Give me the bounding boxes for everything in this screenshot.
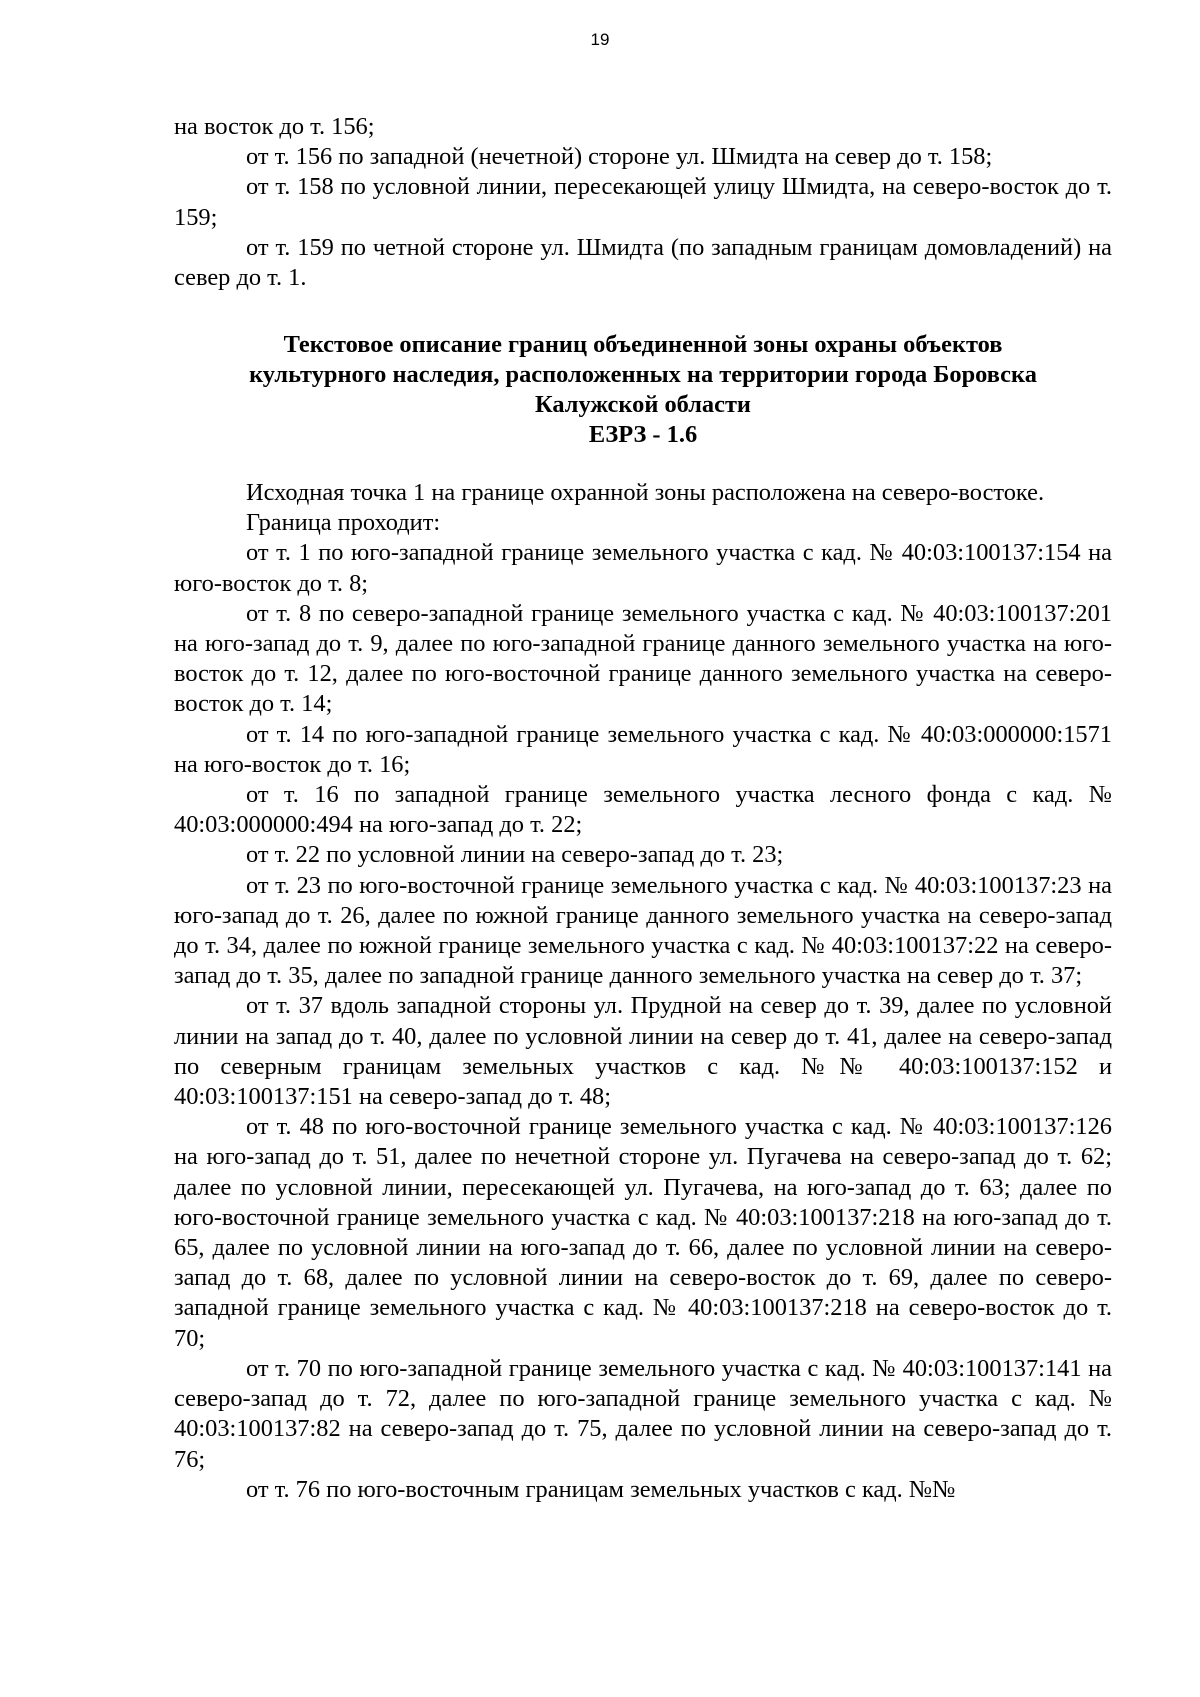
page-number: 19 bbox=[590, 30, 610, 49]
paragraph: от т. 14 по юго-западной границе земельного участка с кад. № 40:03:000000:1571 на юго-восток до т. 16; bbox=[174, 720, 1112, 778]
heading-line: Текстовое описание границ объединенной зоны охраны объектов bbox=[283, 331, 1003, 358]
zone-code: ЕЗРЗ - 1.6 bbox=[588, 421, 698, 448]
paragraph: Исходная точка 1 на границе охранной зоны расположена на северо-востоке. bbox=[246, 479, 1045, 506]
continued-boundary-description bbox=[174, 112, 1112, 293]
paragraph: от т. 16 по западной границе земельного участка лесного фонда с кад. № 40:03:000000:494 на юго-запад до т. 22; bbox=[174, 781, 1112, 839]
paragraph: от т. 76 по юго-восточным границам земельных участков с кад. №№ bbox=[246, 1475, 956, 1503]
paragraph: от т. 1 по юго-западной границе земельного участка с кад. № 40:03:100137:154 на юго-восток до т. 8; bbox=[174, 539, 1112, 597]
section-heading bbox=[174, 330, 1112, 450]
paragraph: от т. 159 по четной стороне ул. Шмидта (по западным границам домовладений) на север до т. 1. bbox=[174, 233, 1112, 292]
paragraph: на восток до т. 156; bbox=[174, 113, 375, 140]
paragraph: от т. 48 по юго-восточной границе земельного участка с кад. № 40:03:100137:126 на юго-запад до т. 51, далее по нечетной стороне ул. Пугачева на северо-запад до т. 62; далее по условной линии, пересекающей ул. Пугачева, на юго-запад до т. 63; далее по юго-восточной границе земельного участка с кад. № 40:03:100137:218 на юго-запад до т. 65, далее по условной линии на юго-запад до т. 66, далее по условной линии на северо-запад до т. 68, далее по условной линии на северо-восток до т. 69, далее по северо-западной границе земельного участка с кад. № 40:03:100137:218 на северо-восток до т. 70; bbox=[174, 1113, 1112, 1352]
paragraph: от т. 8 по северо-западной границе земельного участка с кад. № 40:03:100137:201 на юго-запад до т. 9, далее по юго-западной границе данного земельного участка на юго-восток до т. 12, далее по юго-восточной границе данного земельного участка на северо-восток до т. 14; bbox=[174, 599, 1112, 718]
paragraph: от т. 22 по условной линии на северо-запад до т. 23; bbox=[246, 841, 784, 869]
boundary-description bbox=[174, 478, 1112, 1505]
heading-line: Калужской области bbox=[534, 391, 751, 418]
paragraph: от т. 23 по юго-восточной границе земельного участка с кад. № 40:03:100137:23 на юго-запад до т. 26, далее по южной границе данного земельного участка на северо-запад до т. 34, далее по южной границе земельного участка с кад. № 40:03:100137:22 на северо-запад до т. 35, далее по западной границе данного земельного участка на север до т. 37; bbox=[174, 871, 1112, 990]
paragraph: от т. 156 по западной (нечетной) стороне ул. Шмидта на север до т. 158; bbox=[246, 143, 993, 171]
paragraph: от т. 158 по условной линии, пересекающей улицу Шмидта, на северо-восток до т. 159; bbox=[174, 173, 1112, 231]
paragraph: от т. 70 по юго-западной границе земельного участка с кад. № 40:03:100137:141 на северо-запад до т. 72, далее по юго-западной границе земельного участка с кад. № 40:03:100137:82 на северо-запад до т. 75, далее по условной линии на северо-запад до т. 76; bbox=[174, 1354, 1112, 1473]
paragraph: Граница проходит: bbox=[246, 509, 441, 537]
heading-line: культурного наследия, расположенных на территории города Боровска bbox=[249, 361, 1037, 388]
paragraph: от т. 37 вдоль западной стороны ул. Прудной на север до т. 39, далее по условной линии на запад до т. 40, далее по условной линии на север до т. 41, далее на северо-запад по северным границам земельных участков с кад. №№ 40:03:100137:152 и 40:03:100137:151 на северо-запад до т. 48; bbox=[174, 992, 1112, 1111]
